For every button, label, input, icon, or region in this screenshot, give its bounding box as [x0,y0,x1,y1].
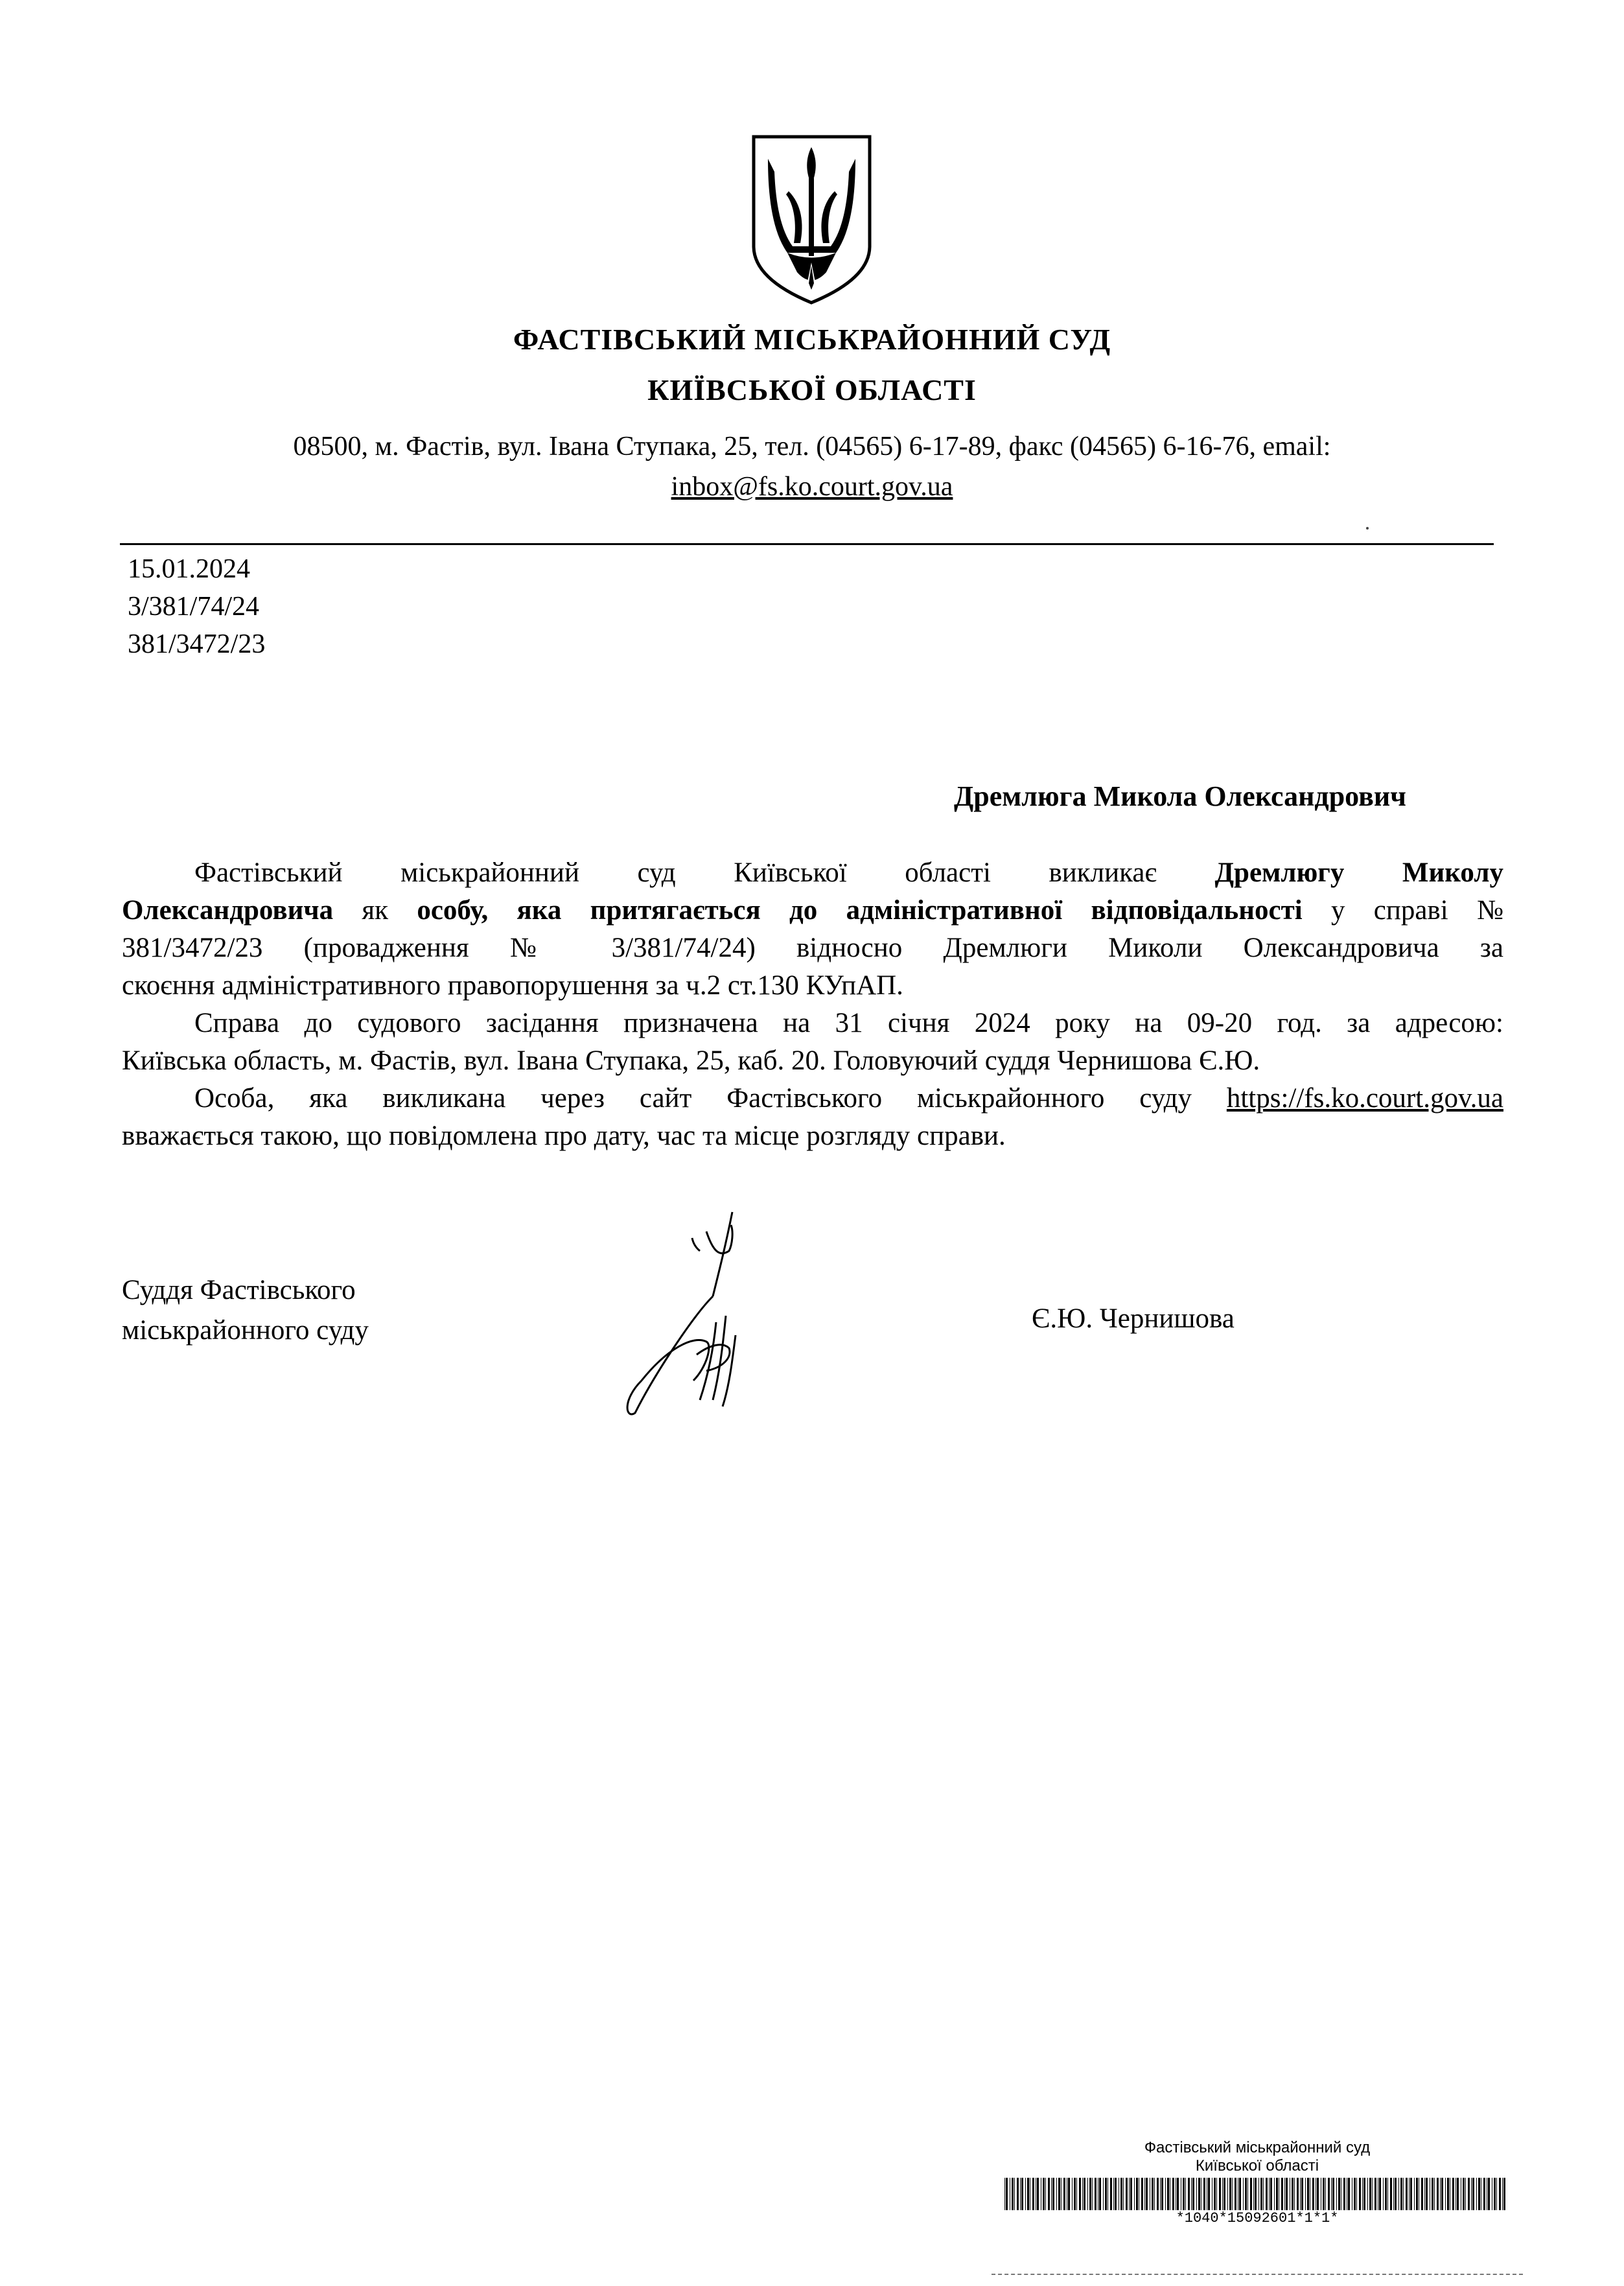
barcode-bar [1406,2178,1408,2210]
barcode-bar [1447,2178,1449,2210]
barcode-bar [1110,2178,1112,2210]
barcode-bar [1312,2178,1314,2210]
barcode-bar [1269,2178,1270,2210]
barcode-bar [1434,2178,1435,2210]
barcode-bar [1281,2178,1283,2210]
barcode-bar [1488,2178,1490,2210]
barcode-bar [1393,2178,1394,2210]
barcode-bar [1414,2178,1415,2210]
barcode-bar [1129,2178,1130,2210]
barcode-bar [1359,2178,1361,2210]
barcode-bar [1338,2178,1340,2210]
signature-label-line: міськрайонного суду [122,1315,369,1346]
barcode-bar [1188,2178,1190,2210]
barcode-bar [1343,2178,1345,2210]
barcode-bar [1243,2178,1244,2210]
barcode-bar [1432,2178,1433,2210]
barcode-bar [1284,2178,1285,2210]
barcode-bar [1043,2178,1045,2210]
barcode-bar [1020,2178,1021,2210]
barcode-bar [1317,2178,1319,2210]
barcode-bar [1161,2178,1163,2210]
notice-paragraph-line: Особа, яка викликана через сайт Фастівського міськрайонного суду https://fs.ko.court.gov.ua [194,1083,1503,1114]
barcode-bar [1216,2178,1217,2210]
barcode-bar [1452,2178,1454,2210]
barcode-bar [1235,2178,1236,2210]
barcode-bar [1130,2178,1132,2210]
barcode-bar [1037,2178,1039,2210]
barcode-bar [1239,2178,1241,2210]
barcode-bar [1348,2178,1350,2210]
barcode-bar [1183,2178,1185,2210]
stamp-court-name: Фастівський міськрайонний суд [1144,2139,1371,2156]
header-divider [120,543,1494,545]
barcode-bar [1445,2178,1446,2210]
barcode-bar [1385,2178,1387,2210]
barcode-bar [1192,2178,1194,2210]
barcode-bar [1398,2178,1399,2210]
barcode-bar [1478,2178,1480,2210]
barcode-bar [1383,2178,1384,2210]
summons-paragraph-line: 381/3472/23 (провадження № 3/381/74/24) відносно Дремлюги Миколи Олександровича за [122,933,1503,963]
barcode-bar [1134,2178,1135,2210]
barcode-bar [1502,2178,1503,2210]
barcode-bar [1167,2178,1169,2210]
barcode-bar [1196,2178,1197,2210]
barcode-bar [1017,2178,1019,2210]
barcode-bar [1305,2178,1306,2210]
barcode-bar [1255,2178,1257,2210]
judge-name: Є.Ю. Чернишова [1032,1303,1235,1334]
barcode-bar [1375,2178,1376,2210]
barcode-bar [1332,2178,1334,2210]
barcode-bar [1266,2178,1268,2210]
barcode-bar [1390,2178,1392,2210]
court-address: 08500, м. Фастів, вул. Івана Ступака, 25, тел. (04565) 6-17-89, факс (04565) 6-16-76, email: [293,432,1331,461]
barcode-bar [1021,2178,1023,2210]
barcode-bar [1092,2178,1093,2210]
barcode-bar [1294,2178,1295,2210]
barcode-bar [1229,2178,1231,2210]
barcode-bar [1045,2178,1046,2210]
barcode-bar [1006,2178,1008,2210]
barcode-bar [1292,2178,1293,2210]
barcode-bar [1198,2178,1200,2210]
coat-of-arms-icon [748,133,875,308]
barcode-bar [1165,2178,1166,2210]
barcode-bar [1056,2178,1057,2210]
barcode-bar [1076,2178,1077,2210]
barcode-bar [1146,2178,1148,2210]
barcode-bar [1208,2178,1210,2210]
barcode-bar [1103,2178,1104,2210]
barcode-bar [1362,2178,1363,2210]
barcode-bar [1465,2178,1466,2210]
summons-paragraph-line: Олександровича як особу, яка притягається до адміністративної відповідальності у справі № [122,895,1503,926]
barcode-bar [1048,2178,1050,2210]
barcode-bar [1328,2178,1330,2210]
barcode-bar [1363,2178,1365,2210]
hearing-paragraph-line: Київська область, м. Фастів, вул. Івана Ступака, 25, каб. 20. Головуючий суддя Чернишова Є.Ю. [122,1045,1260,1076]
registration-stamp [998,2139,1516,2226]
barcode-bar [1160,2178,1161,2210]
barcode-bar [1483,2178,1485,2210]
barcode-bar [1025,2178,1026,2210]
barcode-bar [1177,2178,1179,2210]
notice-paragraph-line: вважається такою, що повідомлена про дату, час та місце розгляду справи. [122,1121,1006,1151]
barcode-bar [1331,2178,1332,2210]
barcode-bar [1084,2178,1085,2210]
barcode-bar [1457,2178,1459,2210]
case-number: 381/3472/23 [128,629,266,659]
barcode-bar [1463,2178,1465,2210]
barcode-bar [1325,2178,1326,2210]
court-email-line [0,471,1624,502]
barcode-bar [1154,2178,1155,2210]
barcode-bar [1395,2178,1397,2210]
stamp-court-region: Київської області [1195,2157,1319,2175]
hearing-paragraph-line: Справа до судового засідання призначена на 31 січня 2024 року на 09-20 год. за адресою: [194,1008,1503,1038]
barcode-bar [1058,2178,1060,2210]
barcode-bar [1437,2178,1439,2210]
barcode-bar [1099,2178,1101,2210]
barcode-bar [1424,2178,1425,2210]
barcode-bar [1410,2178,1412,2210]
signature-label-line: Суддя Фастівського [122,1275,356,1305]
handwritten-signature [616,1206,784,1426]
barcode-bar [1274,2178,1275,2210]
barcode-bar [1222,2178,1223,2210]
barcode-bar [1027,2178,1029,2210]
barcode-bar [1185,2178,1186,2210]
barcode-bar [1089,2178,1091,2210]
barcode-bar [1323,2178,1325,2210]
barcode-bar [1503,2178,1505,2210]
barcode-bar [1095,2178,1096,2210]
barcode-bar [1120,2178,1122,2210]
barcode-bar [1191,2178,1192,2210]
barcode-bar [1307,2178,1309,2210]
barcode-bar [1123,2178,1124,2210]
document-date: 15.01.2024 [128,554,250,584]
barcode-bar [1270,2178,1272,2210]
barcode-bar [1113,2178,1114,2210]
barcode-bar [1472,2178,1474,2210]
barcode-bar [1224,2178,1225,2210]
court-name: ФАСТІВСЬКИЙ МІСЬКРАЙОННИЙ СУД [513,323,1111,356]
barcode-bar [1250,2178,1252,2210]
summons-paragraph-line: скоєння адміністративного правопорушення за ч.2 ст.130 КУпАП. [122,970,903,1001]
barcode-bar [1297,2178,1299,2210]
barcode-bar [1372,2178,1373,2210]
barcode-bar [1301,2178,1303,2210]
barcode-bar [1494,2178,1496,2210]
barcode-bar [1336,2178,1337,2210]
barcode-bar [1014,2178,1015,2210]
barcode-bar [1115,2178,1117,2210]
barcode-bar [1232,2178,1233,2210]
barcode-bar [1247,2178,1248,2210]
barcode-bar [1260,2178,1262,2210]
barcode-bar [1499,2178,1501,2210]
barcode-bar [1152,2178,1154,2210]
barcode-bar [1421,2178,1423,2210]
barcode-bar [1476,2178,1477,2210]
barcode-bar [1426,2178,1428,2210]
summons-paragraph-line: Фастівський міськрайонний суд Київської області викликає Дремлюгу Миколу [194,857,1503,888]
barcode-bar [1440,2178,1441,2210]
barcode-bar [1354,2178,1356,2210]
barcode-bar [1276,2178,1278,2210]
proceeding-number: 3/381/74/24 [128,592,260,622]
barcode-bar [1136,2178,1138,2210]
barcode-bar [1144,2178,1145,2210]
barcode-bar [1051,2178,1052,2210]
barcode-bar [1052,2178,1054,2210]
barcode-bar [1157,2178,1159,2210]
barcode-bar [1400,2178,1402,2210]
recipient-name: Дремлюга Микола Олександрович [954,780,1406,812]
barcode-bar [1253,2178,1254,2210]
barcode-bar [1004,2178,1005,2210]
barcode-bar [1468,2178,1470,2210]
barcode-bar [1079,2178,1081,2210]
barcode-bar [1126,2178,1128,2210]
barcode-bar [1032,2178,1034,2210]
barcode-bar [1087,2178,1088,2210]
barcode-bar [1471,2178,1472,2210]
court-website-link[interactable]: https://fs.ko.court.gov.ua [1226,1083,1503,1114]
barcode-bar [1082,2178,1083,2210]
barcode-bar [1245,2178,1247,2210]
barcode-bar [1072,2178,1073,2210]
court-region: КИЇВСЬКОЇ ОБЛАСТІ [647,373,977,406]
barcode-bar [1074,2178,1076,2210]
footer-divider [992,2274,1523,2275]
barcode-bar [1203,2178,1205,2210]
scan-speck [1366,527,1369,530]
barcode-bar [1068,2178,1070,2210]
barcode-bar [1403,2178,1404,2210]
barcode-bar [1379,2178,1381,2210]
barcode-code: *1040*15092601*1*1* [1176,2210,1339,2226]
barcode-bar [1227,2178,1228,2210]
barcode-bar [1286,2178,1288,2210]
barcode-bar [1369,2178,1371,2210]
barcode-bar [1300,2178,1301,2210]
barcode-bar [1105,2178,1107,2210]
barcode-bar [1441,2178,1443,2210]
barcode-bar [1063,2178,1065,2210]
barcode-bar [1172,2178,1174,2210]
barcode-bar [1356,2178,1357,2210]
barcode-bar [1263,2178,1264,2210]
barcode-bar [1367,2178,1368,2210]
signature-label [122,1270,369,1351]
barcode-bar [1416,2178,1418,2210]
barcode-bar [1214,2178,1216,2210]
barcode-bar [1012,2178,1014,2210]
barcode-bar [1387,2178,1388,2210]
barcode-bar [1496,2178,1497,2210]
barcode-bar [1219,2178,1221,2210]
court-email-link[interactable]: inbox@fs.ko.court.gov.ua [671,472,953,502]
barcode-icon [1004,2178,1510,2210]
barcode-bar [1141,2178,1143,2210]
